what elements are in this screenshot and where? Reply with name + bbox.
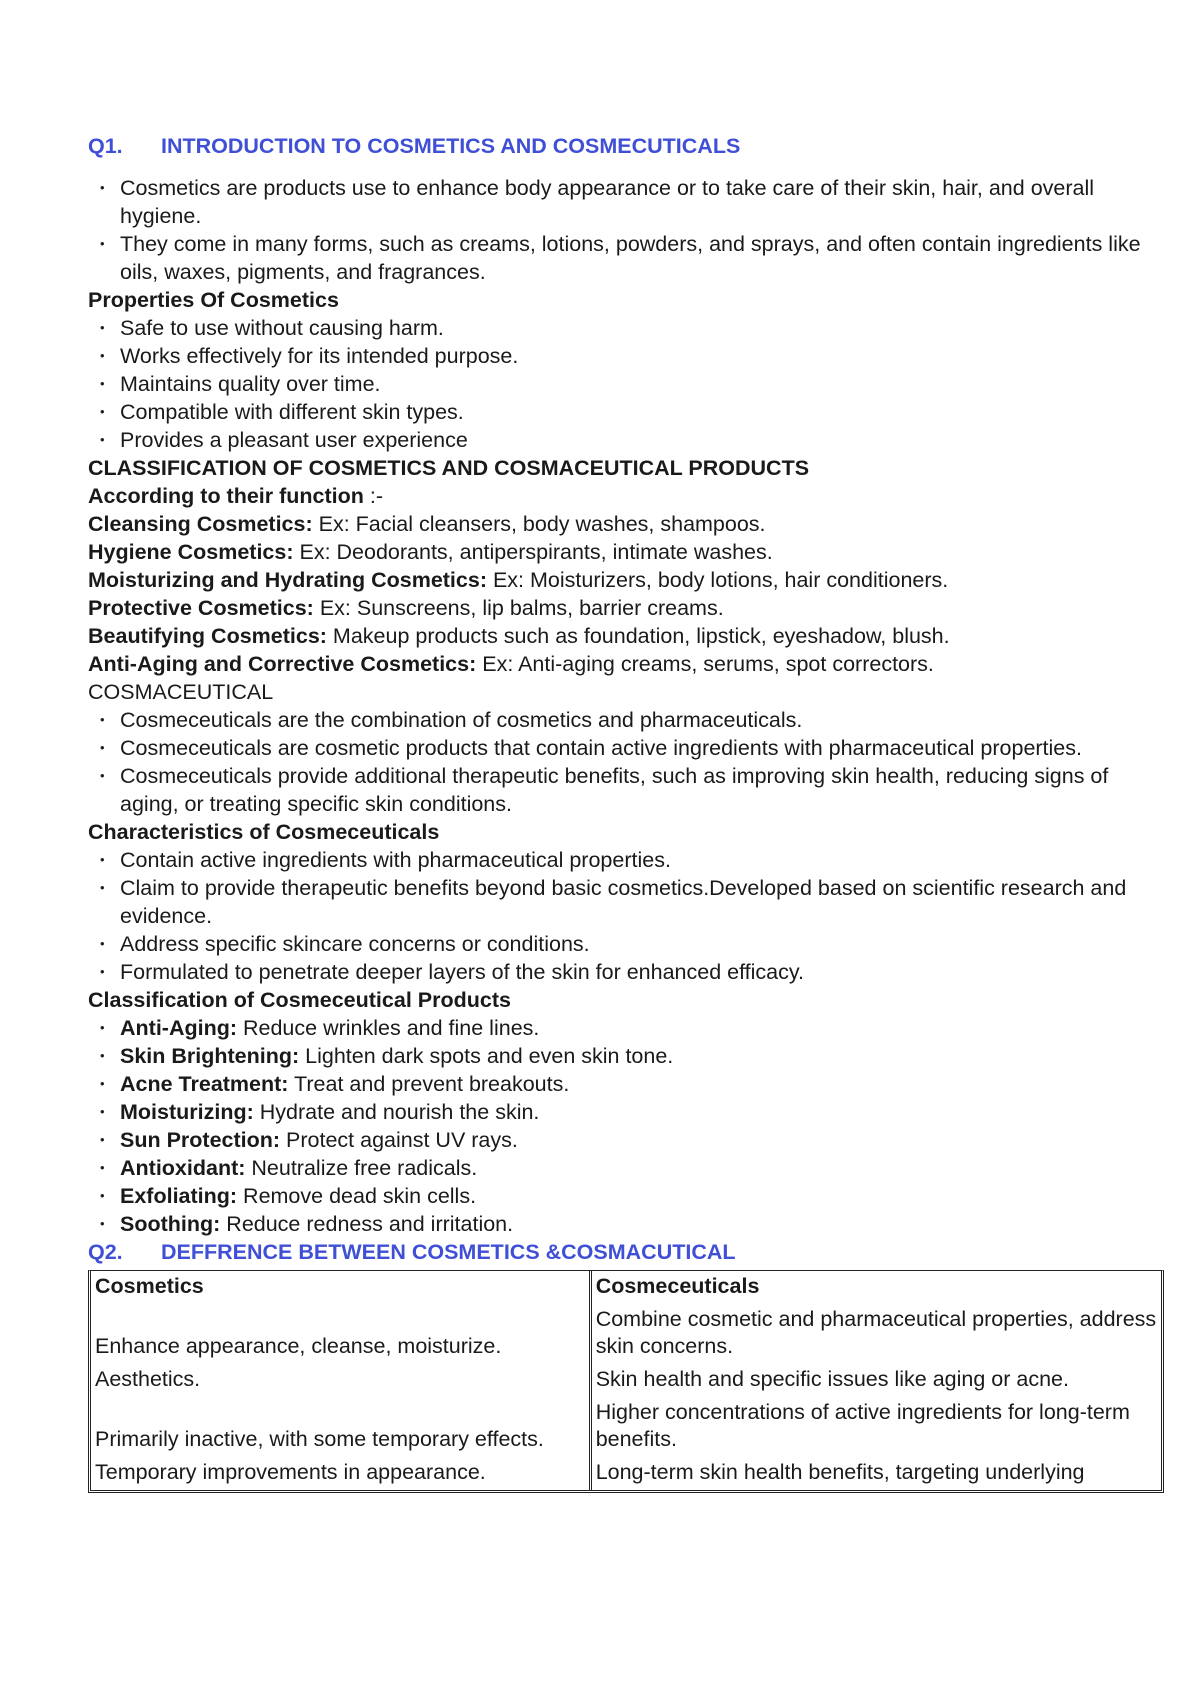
table-cell: Aesthetics. [91,1364,592,1397]
item-term: Protective Cosmetics: [88,596,314,620]
cosmeceutical-classes-list [88,1014,1168,1238]
properties-list [88,314,1168,454]
list-item: • Formulated to penetrate deeper layers of the skin for enhanced efficacy. [88,958,1168,986]
table-row [91,1304,1161,1364]
item-term: Soothing: [120,1212,221,1236]
list-item: • Cosmeceuticals are the combination of cosmetics and pharmaceuticals. [88,706,1168,734]
q2-title: DEFFRENCE BETWEEN COSMETICS &COSMACUTICAL [161,1240,736,1264]
list-item: • Cosmeceuticals provide additional therapeutic benefits, such as improving skin health, reducing signs of aging, or treating specific skin conditions. [88,762,1168,818]
table-row [91,1397,1161,1457]
list-item: • Works effectively for its intended purpose. [88,342,1168,370]
characteristics-heading: Characteristics of Cosmeceuticals [88,820,440,844]
subheading-label: According to their function [88,484,364,508]
list-item [88,1042,1168,1070]
item-term: Cleansing Cosmetics: [88,512,313,536]
list-item [88,1154,1168,1182]
classification-item [88,650,1168,678]
subheading-suffix: :- [363,484,384,508]
list-item: • Address specific skincare concerns or conditions. [88,930,1168,958]
list-item [88,1126,1168,1154]
list-item: • They come in many forms, such as creams, lotions, powders, and sprays, and often contain ingredients like oils, waxes, pigments, and fragrances. [88,230,1168,286]
item-term: Moisturizing and Hydrating Cosmetics: [88,568,487,592]
table-header-row [91,1271,1161,1304]
item-text: Neutralize free radicals. [245,1156,478,1180]
item-term: Moisturizing: [120,1100,254,1124]
table-cell: Temporary improvements in appearance. [91,1457,592,1490]
list-item: • Cosmetics are products use to enhance body appearance or to take care of their skin, hair, and overall hygiene. [88,174,1168,230]
item-text: Makeup products such as foundation, lipstick, eyeshadow, blush. [326,624,950,648]
item-term: Skin Brightening: [120,1044,300,1068]
table-cell: Long-term skin health benefits, targeting underlying [595,1460,1085,1484]
list-item: • Compatible with different skin types. [88,398,1168,426]
table-row [91,1457,1161,1490]
q1-number: Q1. [88,134,123,158]
document-page [88,132,1168,1493]
list-item [88,1182,1168,1210]
item-term: Antioxidant: [120,1156,246,1180]
table-header-cell: Cosmeceuticals [595,1274,760,1298]
classification-item [88,566,1168,594]
list-item [88,1014,1168,1042]
q2-number: Q2. [88,1240,123,1264]
item-text: Remove dead skin cells. [237,1184,477,1208]
list-item: • Claim to provide therapeutic benefits beyond basic cosmetics.Developed based on scientific research and evidence. [88,874,1168,930]
table-cell: Enhance appearance, cleanse, moisturize. [91,1304,592,1364]
table-cell: Higher concentrations of active ingredients for long-term benefits. [595,1400,1130,1451]
list-item [88,1098,1168,1126]
item-text: Treat and prevent breakouts. [288,1072,570,1096]
list-item: • Provides a pleasant user experience [88,426,1168,454]
q1-title: INTRODUCTION TO COSMETICS AND COSMECUTICALS [161,134,741,158]
item-term: Beautifying Cosmetics: [88,624,327,648]
classification-item [88,510,1168,538]
q1-heading [88,132,1168,160]
item-text: Reduce redness and irritation. [220,1212,514,1236]
list-item: • Safe to use without causing harm. [88,314,1168,342]
list-item [88,1210,1168,1238]
comparison-table [88,1270,1164,1493]
cosmaceutical-list [88,706,1168,818]
properties-heading: Properties Of Cosmetics [88,288,339,312]
classification-item [88,622,1168,650]
item-term: Anti-Aging: [120,1016,238,1040]
item-text: Lighten dark spots and even skin tone. [299,1044,674,1068]
intro-list [88,174,1168,286]
characteristics-list [88,846,1168,986]
classification-item [88,538,1168,566]
item-term: Acne Treatment: [120,1072,289,1096]
list-item: • Cosmeceuticals are cosmetic products that contain active ingredients with pharmaceutical properties. [88,734,1168,762]
list-item: • Contain active ingredients with pharmaceutical properties. [88,846,1168,874]
table-cell: Combine cosmetic and pharmaceutical properties, address skin concerns. [595,1307,1157,1358]
item-term: Hygiene Cosmetics: [88,540,294,564]
cosmaceutical-heading: COSMACEUTICAL [88,680,274,704]
item-text: Hydrate and nourish the skin. [253,1100,540,1124]
cosmeceutical-classes-heading: Classification of Cosmeceutical Products [88,988,511,1012]
classification-heading: CLASSIFICATION OF COSMETICS AND COSMACEUTICAL PRODUCTS [88,456,810,480]
list-item: • Maintains quality over time. [88,370,1168,398]
item-text: Ex: Deodorants, antiperspirants, intimate washes. [293,540,773,564]
item-text: Reduce wrinkles and fine lines. [237,1016,540,1040]
classification-subheading [88,482,1168,510]
classification-item [88,594,1168,622]
item-text: Ex: Moisturizers, body lotions, hair conditioners. [486,568,949,592]
table-cell: Skin health and specific issues like aging or acne. [595,1367,1069,1391]
list-item [88,1070,1168,1098]
item-term: Sun Protection: [120,1128,281,1152]
item-text: Ex: Sunscreens, lip balms, barrier creams. [313,596,724,620]
table-header-cell: Cosmetics [91,1271,592,1304]
item-text: Protect against UV rays. [280,1128,518,1152]
table-row [91,1364,1161,1397]
item-term: Anti-Aging and Corrective Cosmetics: [88,652,477,676]
item-term: Exfoliating: [120,1184,238,1208]
item-text: Ex: Anti-aging creams, serums, spot correctors. [476,652,934,676]
q2-heading [88,1238,1168,1266]
item-text: Ex: Facial cleansers, body washes, shampoos. [312,512,766,536]
table-cell: Primarily inactive, with some temporary effects. [91,1397,592,1457]
